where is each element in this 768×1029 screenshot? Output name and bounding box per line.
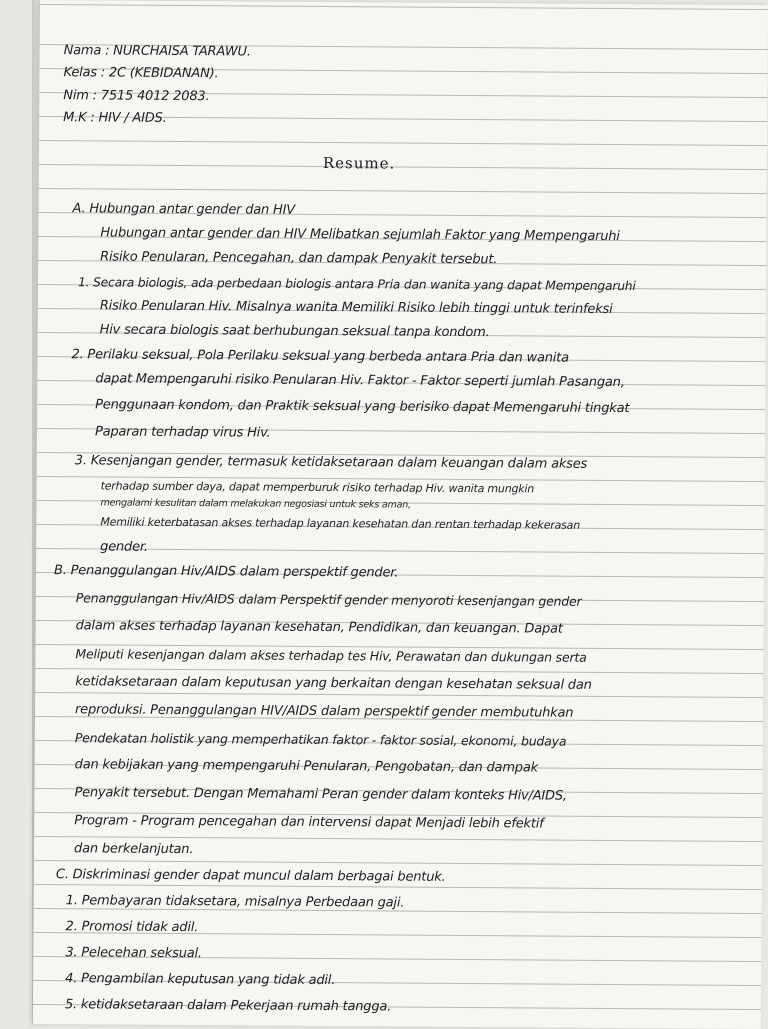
section-c-item: 4. Pengambilan keputusan yang tidak adil. [65,971,336,989]
student-nim: Nim : 7515 4012 2083. [63,88,210,105]
section-a-item-1: 1. Secara biologis, ada perbedaan biologis antara Pria dan wanita yang dapat Mempengaruhi [77,275,636,294]
section-a-item-2: 2. Perilaku seksual, Pola Perilaku seksual yang berbeda antara Pria dan wanita [71,347,569,366]
section-a-intro-line: Risiko Penularan, Pencegahan, dan dampak Penyakit tersebut. [100,249,498,268]
section-a-heading: A. Hubungan antar gender dan HIV [72,201,295,218]
section-b-body-line: reproduksi. Penanggulangan HIV/AIDS dalam perspektif gender membutuhkan [74,702,574,721]
student-name: Nama : NURCHAISA TARAWU. [63,43,251,60]
section-b-body-line: dalam akses terhadap layanan kesehatan, Pendidikan, dan keuangan. Dapat [75,618,563,637]
section-a-item-3-line: Memiliki keterbatasan akses terhadap layanan kesehatan dan rentan terhadap kekerasan [100,515,581,532]
section-a-item-1-line: Hiv secara biologis saat berhubungan seksual tanpa kondom. [99,322,490,341]
section-c-item: 2. Promosi tidak adil. [65,919,199,936]
section-c-item: 1. Pembayaran tidaksetara, misalnya Perbedaan gaji. [65,893,405,911]
section-c-heading: C. Diskriminasi gender dapat muncul dalam berbagai bentuk. [55,867,446,885]
course-name: M.K : HIV / AIDS. [63,110,167,126]
section-a-item-3-line: mengalami kesulitan dalam melakukan negosiasi untuk seks aman, [100,497,411,511]
section-b-body-line: Meliputi kesenjangan dalam akses terhadap tes Hiv, Perawatan dan dukungan serta [75,646,587,665]
section-b-body-line: Pendekatan holistik yang memperhatikan faktor - faktor sosial, ekonomi, budaya [74,730,567,749]
section-b-body-line: ketidaksetaraan dalam keputusan yang berkaitan dengan kesehatan seksual dan [75,674,592,693]
section-b-body-line: dan berkelanjutan. [74,841,194,858]
section-a-item-3-line: terhadap sumber daya, dapat memperburuk risiko terhadap Hiv. wanita mungkin [100,479,535,496]
section-b-heading: B. Penanggulangan Hiv/AIDS dalam perspektif gender. [53,563,399,581]
section-b-body-line: Program - Program pencegahan dan intervensi dapat Menjadi lebih efektif [74,813,544,832]
section-b-body-line: dan kebijakan yang mempengaruhi Penularan, Pengobatan, dan dampak [74,757,539,776]
section-b-body-line: Penyakit tersebut. Dengan Memahami Peran gender dalam konteks Hiv/AIDS, [74,785,567,804]
section-c-item: 5. ketidaksetaraan dalam Pekerjaan rumah tangga. [64,997,392,1015]
section-a-item-2-line: Penggunaan kondom, dan Praktik seksual yang berisiko dapat Memengaruhi tingkat [95,397,630,417]
section-b-body-line: Penanggulangan Hiv/AIDS dalam Perspektif gender menyoroti kesenjangan gender [75,590,582,609]
section-c-item: 3. Pelecehan seksual. [65,945,202,962]
section-a-intro-line: Hubungan antar gender dan HIV Melibatkan sejumlah Faktor yang Mempengaruhi [100,225,620,245]
student-class: Kelas : 2C (KEBIDANAN). [63,65,219,82]
section-a-item-1-line: Risiko Penularan Hiv. Misalnya wanita Memiliki Risiko lebih tinggi untuk terinfeksi [99,298,613,318]
section-a-item-3: 3. Kesenjangan gender, termasuk ketidaksetaraan dalam keuangan dalam akses [74,453,588,472]
page-title: Resume. [322,153,396,173]
section-a-item-2-line: dapat Mempengaruhi risiko Penularan Hiv. Faktor - Faktor seperti jumlah Pasangan, [95,371,625,391]
section-a-item-2-line: Paparan terhadap virus Hiv. [94,424,271,441]
notebook-page [33,0,768,1029]
section-a-item-3-line: gender. [100,539,148,555]
